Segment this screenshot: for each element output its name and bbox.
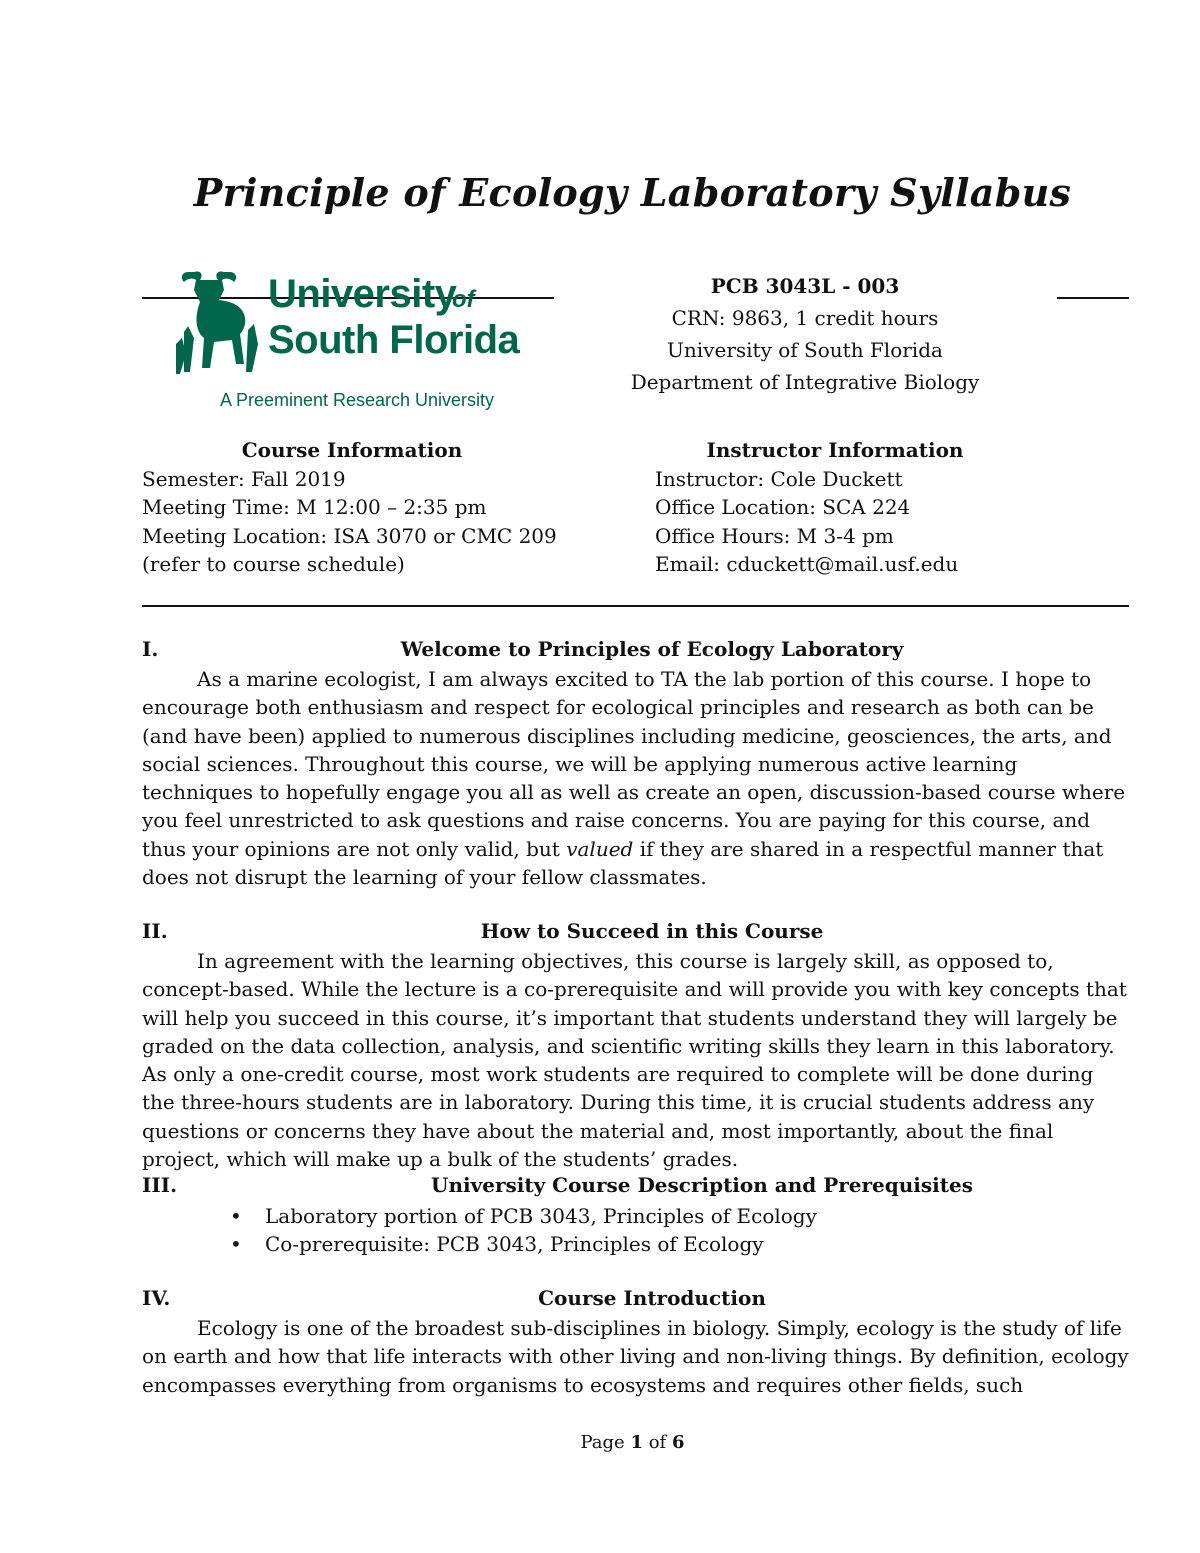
info-divider-rule bbox=[142, 605, 1129, 607]
footer-of-label: of bbox=[648, 1432, 667, 1453]
prerequisite-list bbox=[142, 1202, 817, 1259]
section-1-heading bbox=[142, 637, 1132, 665]
footer-total-pages: 6 bbox=[671, 1432, 685, 1453]
logo-tagline: A Preeminent Research University bbox=[219, 390, 495, 410]
section-1-number: I. bbox=[142, 637, 159, 661]
schedule-note: (refer to course schedule) bbox=[142, 552, 405, 576]
section-4-title: Course Introduction bbox=[538, 1286, 766, 1310]
page-title: Principle of Ecology Laboratory Syllabus bbox=[193, 170, 1072, 215]
course-information bbox=[142, 436, 562, 579]
footer-page-label: Page bbox=[580, 1432, 625, 1453]
list-item bbox=[142, 1230, 817, 1258]
instructor-email: Email: cduckett@mail.usf.edu bbox=[655, 552, 959, 576]
course-crn: CRN: 9863, 1 credit hours bbox=[671, 306, 939, 330]
section-1-text-b: if they are shared in a respectful manner that does not disrupt the learning of your fellow classmates. bbox=[142, 836, 1104, 890]
office-location: Office Location: SCA 224 bbox=[655, 495, 911, 519]
bull-icon bbox=[174, 268, 266, 380]
office-hours: Office Hours: M 3-4 pm bbox=[655, 523, 894, 548]
footer-current-page: 1 bbox=[630, 1432, 643, 1453]
section-4-number: IV. bbox=[142, 1286, 171, 1310]
course-code: PCB 3043L - 003 bbox=[710, 274, 900, 298]
section-3-number: III. bbox=[142, 1173, 178, 1197]
section-1-emphasis: valued bbox=[566, 836, 634, 861]
section-2-body bbox=[142, 947, 1132, 1173]
usf-logo bbox=[172, 268, 552, 418]
bullet-icon: • bbox=[230, 1232, 242, 1257]
instructor-info-heading: Instructor Information bbox=[706, 438, 964, 462]
course-identity bbox=[600, 270, 1010, 398]
course-info-heading: Course Information bbox=[241, 438, 463, 462]
section-2-text: In agreement with the learning objectives, this course is largely skill, as opposed to, concept-based. While the lecture is a co-prerequisite and will provide you with key concepts that will help you succeed in this course, it’s important that students understand they will largely be graded on the data collection, analysis, and scientific writing skills they learn in this laboratory. As only a one-credit course, most work students are required to complete will be done during the three-hours students are in laboratory. During this time, it is crucial students address any questions or concerns they have about the material and, most importantly, about the final project, which will make up a bulk of the students’ grades. bbox=[142, 949, 1127, 1172]
section-1-text-a: As a marine ecologist, I am always excited to TA the lab portion of this course. I hope to encourage both enthusiasm and respect for ecological principles and research as both can be (and have been) applied to numerous disciplines including medicine, geosciences, the arts, and social sciences. Throughout this course, we will be applying numerous active learning techniques to hopefully engage you all as well as create an open, discussion-based course where you feel unrestricted to ask questions and raise concerns. You are paying for this course, and thus your opinions are not only valid, but bbox=[142, 667, 1126, 861]
list-item-text: Laboratory portion of PCB 3043, Principles of Ecology bbox=[265, 1204, 817, 1228]
section-2-heading bbox=[142, 919, 1132, 947]
course-department: Department of Integrative Biology bbox=[630, 370, 980, 394]
list-item bbox=[142, 1202, 817, 1230]
instructor-name: Instructor: Cole Duckett bbox=[655, 466, 903, 491]
meeting-location: Meeting Location: ISA 3070 or CMC 209 bbox=[142, 523, 557, 548]
section-4-text: Ecology is one of the broadest sub-disciplines in biology. Simply, ecology is the study of life on earth and how that life interacts with other living and non-living things. By definition, ecology encompasses everything from organisms to ecosystems and requires other fields, such bbox=[142, 1316, 1129, 1397]
meeting-time: Meeting Time: M 12:00 – 2:35 pm bbox=[142, 495, 487, 519]
page-footer bbox=[0, 1432, 1200, 1453]
section-3-title: University Course Description and Prerequisites bbox=[431, 1173, 973, 1197]
logo-south-florida-text: South Florida bbox=[268, 318, 520, 362]
course-university: University of South Florida bbox=[667, 338, 943, 362]
semester: Semester: Fall 2019 bbox=[142, 466, 346, 491]
instructor-information bbox=[655, 436, 1075, 579]
logo-of-text: of bbox=[452, 286, 475, 313]
section-2-title: How to Succeed in this Course bbox=[480, 919, 824, 943]
section-2-number: II. bbox=[142, 919, 168, 943]
section-4-body bbox=[142, 1314, 1132, 1399]
section-1-body bbox=[142, 665, 1132, 891]
header-rule-right bbox=[1057, 297, 1129, 299]
logo-university-text: University bbox=[268, 272, 457, 316]
section-4-heading bbox=[142, 1286, 1132, 1314]
section-3-heading bbox=[142, 1173, 1132, 1201]
bullet-icon: • bbox=[230, 1204, 242, 1228]
section-1-title: Welcome to Principles of Ecology Laboratory bbox=[400, 637, 904, 661]
list-item-text: Co-prerequisite: PCB 3043, Principles of Ecology bbox=[265, 1232, 764, 1257]
